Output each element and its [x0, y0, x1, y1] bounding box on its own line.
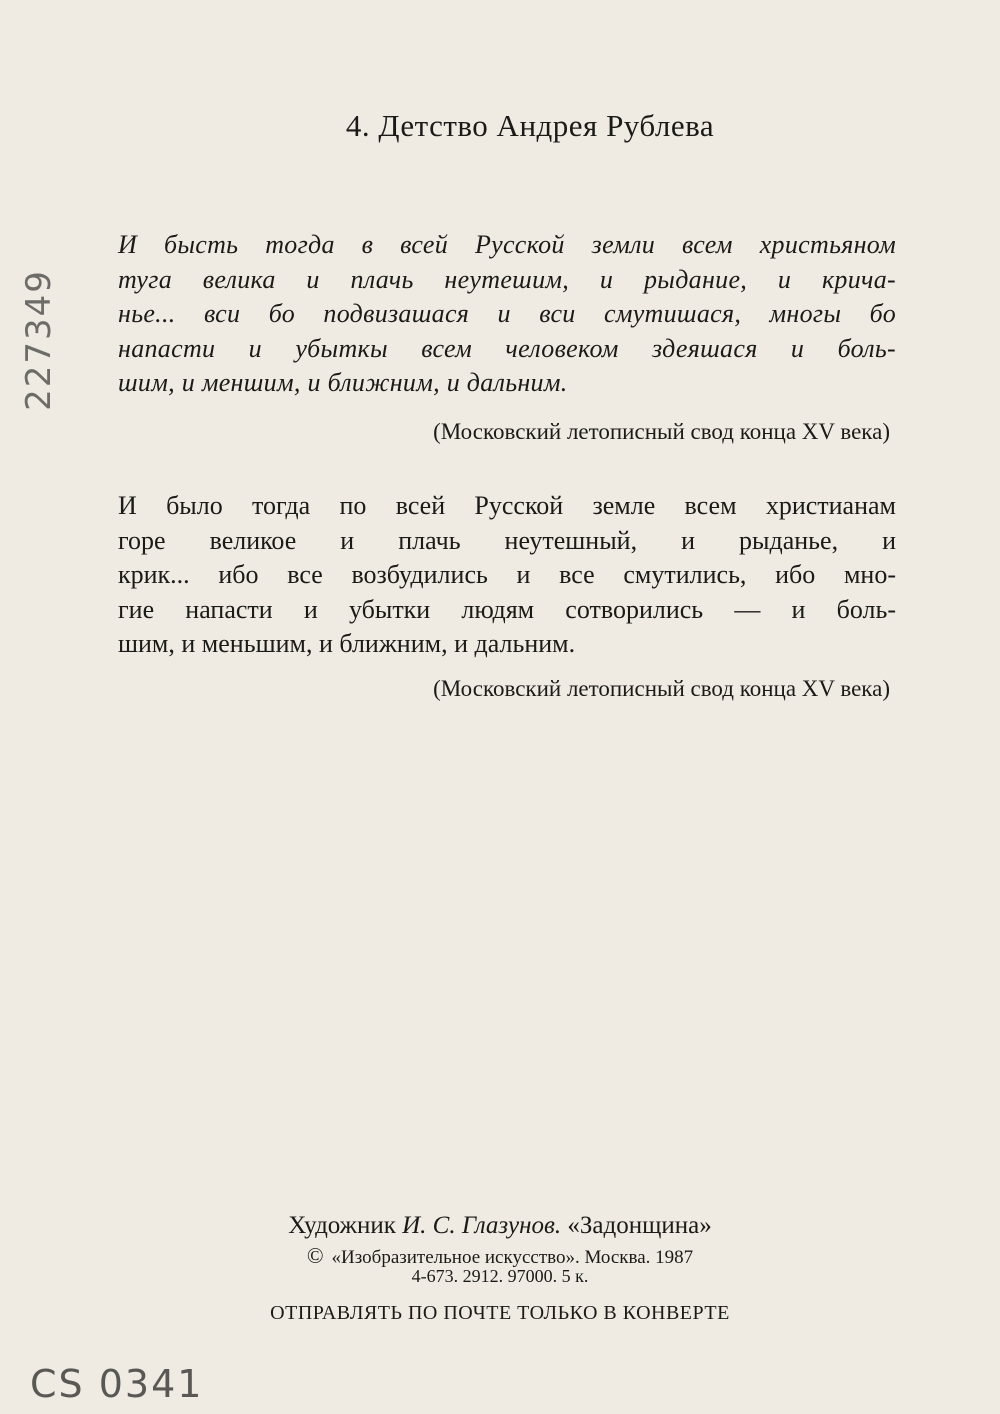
print-info: 4-673. 2912. 97000. 5 к.: [411, 1266, 589, 1286]
artist-prefix: Художник: [288, 1212, 396, 1239]
quote-line: шим, и меньшим, и ближним, и дальним.: [118, 629, 576, 658]
copyright-icon: ©: [306, 1243, 324, 1268]
handwritten-catalog-code: CS 0341: [30, 1362, 204, 1406]
quote-line: нье... вси бо подвизашася и вси смутишася, многы бо: [118, 299, 896, 328]
artist-credit: [0, 1212, 1000, 1240]
handwritten-side-number: 227349: [19, 269, 59, 411]
quote-old-source: (Московский летописный свод конца XV века): [433, 419, 890, 444]
artist-name: И. С. Глазунов.: [402, 1212, 562, 1239]
quote-line: И было тогда по всей Русской земле всем христианам: [118, 491, 896, 520]
work-title: «Задонщина»: [567, 1212, 712, 1239]
quote-line: туга велика и плачь неутешим, и рыдание, и крича-: [118, 264, 896, 294]
quote-modern-russian: [118, 489, 896, 662]
quote-modern-source: (Московский летописный свод конца XV века): [433, 676, 890, 701]
quote-old-russian: [118, 228, 896, 401]
quote-line: горе великое и плачь неутешный, и рыданье, и: [118, 525, 896, 555]
publisher-name: «Изобразительное искусство». Москва. 1987: [331, 1247, 694, 1268]
quote-line: шим, и меншим, и ближним, и дальним.: [118, 368, 568, 397]
page-title: 4. Детство Андрея Рублева: [345, 108, 715, 143]
mailing-note: ОТПРАВЛЯТЬ ПО ПОЧТЕ ТОЛЬКО В КОНВЕРТЕ: [270, 1302, 730, 1324]
quote-line: крик... ибо все возбудились и все смутились, ибо мно-: [118, 560, 896, 589]
quote-line: напасти и убыткы всем человеком здеяшася и боль-: [118, 333, 896, 363]
quote-line: И бысть тогда в всей Русской земли всем христьяном: [118, 230, 896, 259]
quote-line: гие напасти и убытки людям сотворились — и боль-: [118, 594, 896, 624]
